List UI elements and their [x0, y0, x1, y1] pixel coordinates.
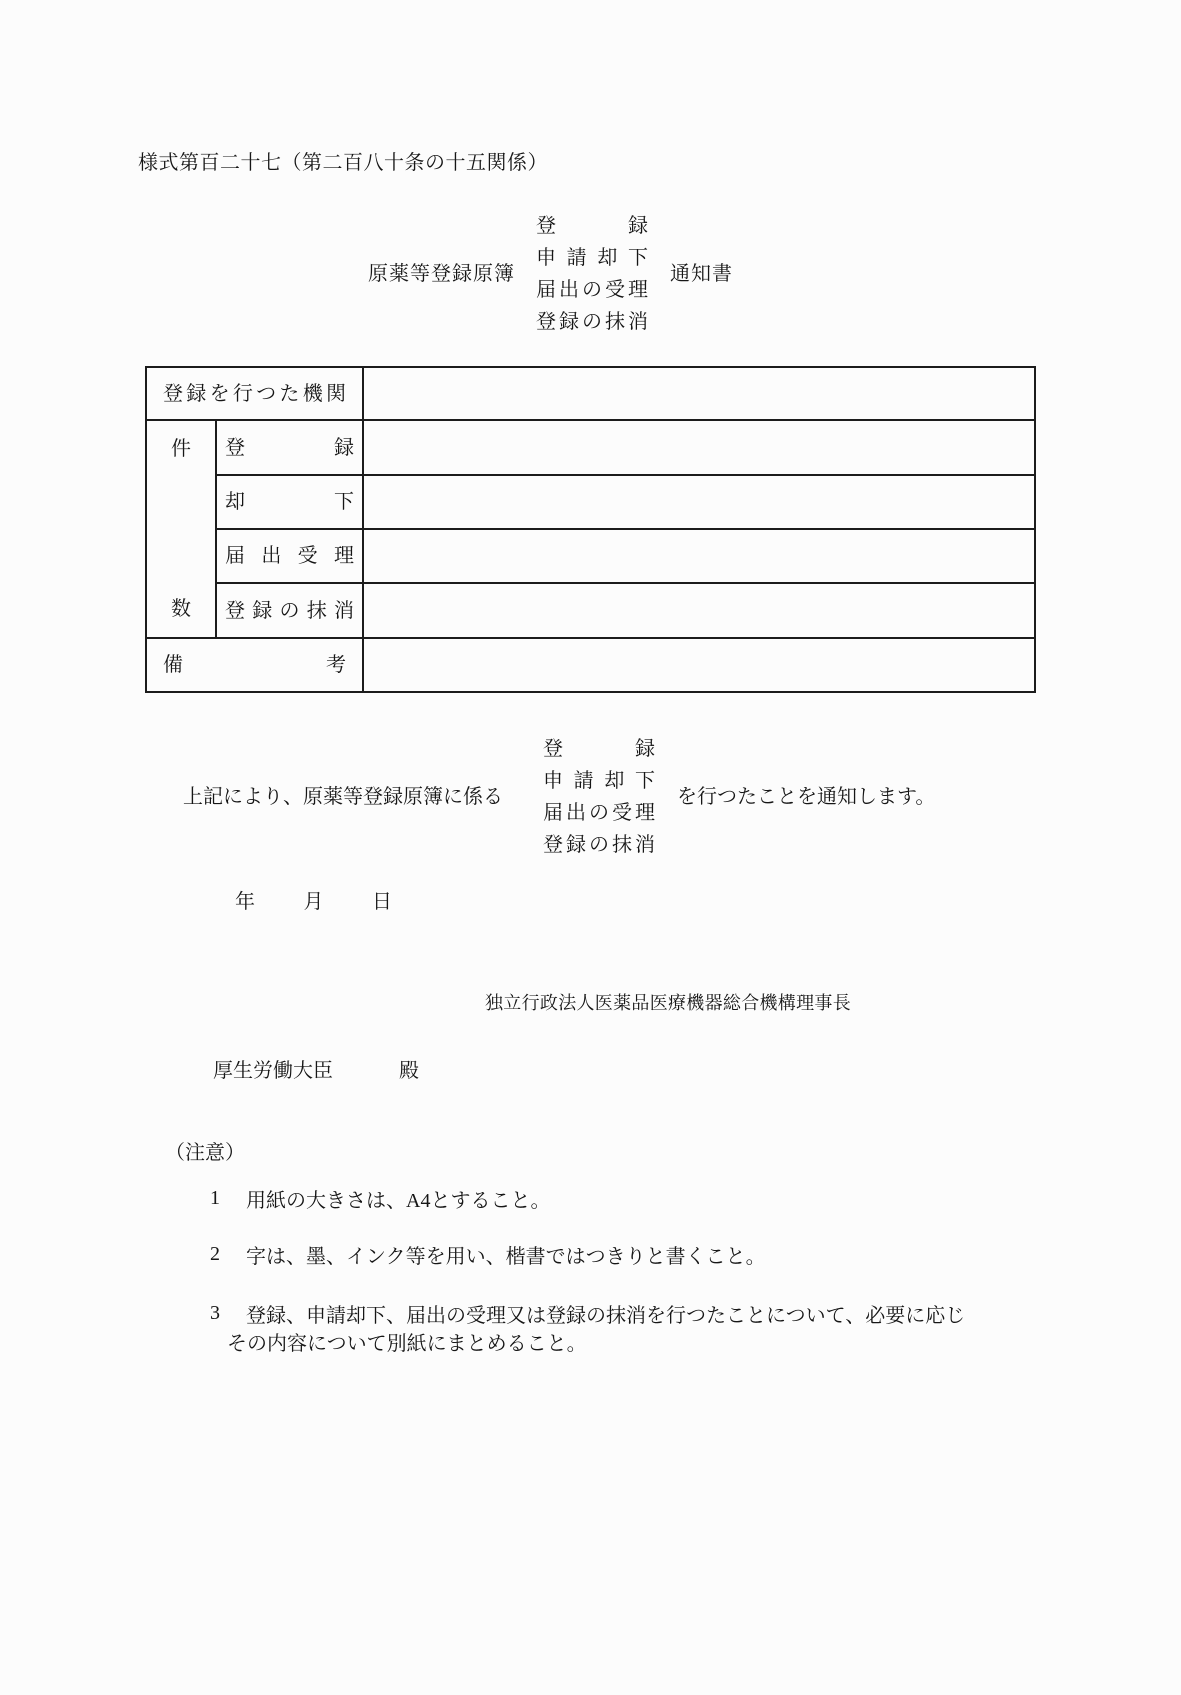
note-3-number: 3: [210, 1302, 220, 1324]
notification-sentence: [183, 733, 1181, 861]
header-action-list: [536, 210, 648, 338]
body-action-registration-erasure: 登 録 の 抹 消: [543, 834, 655, 856]
registration-value-cell: [363, 420, 1035, 475]
date-placeholders: 年 月 日: [235, 891, 392, 913]
acceptance-value-cell: [363, 529, 1035, 583]
remarks-label: 備 考: [163, 654, 346, 676]
rejection-value-cell: [363, 475, 1035, 529]
note-1-line: 用紙の大きさは、A4とすること。: [246, 1190, 551, 1212]
table-row-erasure-count: [146, 583, 1035, 638]
form-page: [0, 152, 1181, 1695]
registry-name: 原薬等登録原簿: [368, 263, 515, 285]
agency-label: 登 録 を 行 つ た 機 関: [163, 382, 346, 405]
body-action-application-rejection: 申 請 却 下: [543, 770, 655, 792]
action-item-registration: 登 録: [536, 215, 648, 237]
unit-label-ken: 件: [171, 438, 191, 460]
date-line: [235, 891, 1181, 913]
note-1-text: [246, 1187, 550, 1215]
action-item-notification-acceptance: 届 出 の 受 理: [536, 279, 648, 301]
remarks-value-cell: [363, 638, 1035, 692]
note-3-line-2: その内容について別紙にまとめること。: [227, 1333, 587, 1355]
table-row-acceptance-count: [146, 529, 1035, 583]
note-item-1: [210, 1187, 1181, 1215]
table-row-rejection-count: [146, 475, 1035, 529]
note-3-line-1: 登録、申請却下、届出の受理又は登録の抹消を行つたことについて、必要に応じ: [246, 1305, 966, 1327]
body-action-notification-acceptance: 届 出 の 受 理: [543, 802, 655, 824]
rejection-label: 却 下: [225, 491, 354, 513]
table-row-remarks: [146, 638, 1035, 692]
agency-value-cell: [363, 367, 1035, 420]
rejection-label-cell: [216, 475, 363, 529]
erasure-label-cell: [216, 583, 363, 638]
action-item-application-rejection: 申 請 却 下: [536, 247, 648, 269]
addressee-line: [213, 1060, 1181, 1082]
table-row-agency: [146, 367, 1035, 420]
acceptance-label: 届 出 受 理: [225, 545, 354, 567]
note-3-text: [227, 1302, 966, 1358]
body-action-registration: 登 録: [543, 738, 655, 760]
erasure-value-cell: [363, 583, 1035, 638]
registration-label-cell: [216, 420, 363, 475]
note-2-text: [246, 1243, 766, 1271]
addressee-honorific: 殿: [399, 1060, 419, 1082]
issuer-signature: 独立行政法人医薬品医療機器総合機構理事長: [485, 993, 851, 1013]
registration-label: 登 録: [225, 436, 354, 459]
acceptance-label-cell: [216, 529, 363, 583]
sentence-lead: 上記により、原薬等登録原簿に係る: [183, 786, 503, 808]
note-1-number: 1: [210, 1187, 220, 1209]
note-2-number: 2: [210, 1243, 220, 1265]
unit-label-suu: 数: [171, 598, 191, 620]
document-type-label: 通知書: [670, 263, 733, 285]
body-action-list: [543, 733, 655, 861]
note-2-line: 字は、墨、インク等を用い、楷書ではつきりと書くこと。: [246, 1246, 766, 1268]
note-item-3: [210, 1302, 1181, 1358]
sentence-tail: を行つたことを通知します。: [677, 786, 936, 808]
notification-table: [145, 366, 1036, 693]
form-number-title: 様式第百二十七（第二百八十条の十五関係）: [138, 152, 548, 174]
count-unit-column: [147, 422, 215, 636]
agency-label-cell: [146, 367, 363, 420]
notes-heading: （注意）: [165, 1142, 245, 1164]
addressee-name: 厚生労働大臣: [213, 1060, 333, 1082]
action-item-registration-erasure: 登 録 の 抹 消: [536, 311, 648, 333]
note-item-2: [210, 1243, 1181, 1271]
count-unit-cell: [146, 420, 216, 638]
table-row-registration-count: [146, 420, 1035, 475]
remarks-label-cell: [146, 638, 363, 692]
erasure-label: 登 録 の 抹 消: [225, 599, 354, 622]
form-heading: [368, 210, 1181, 338]
